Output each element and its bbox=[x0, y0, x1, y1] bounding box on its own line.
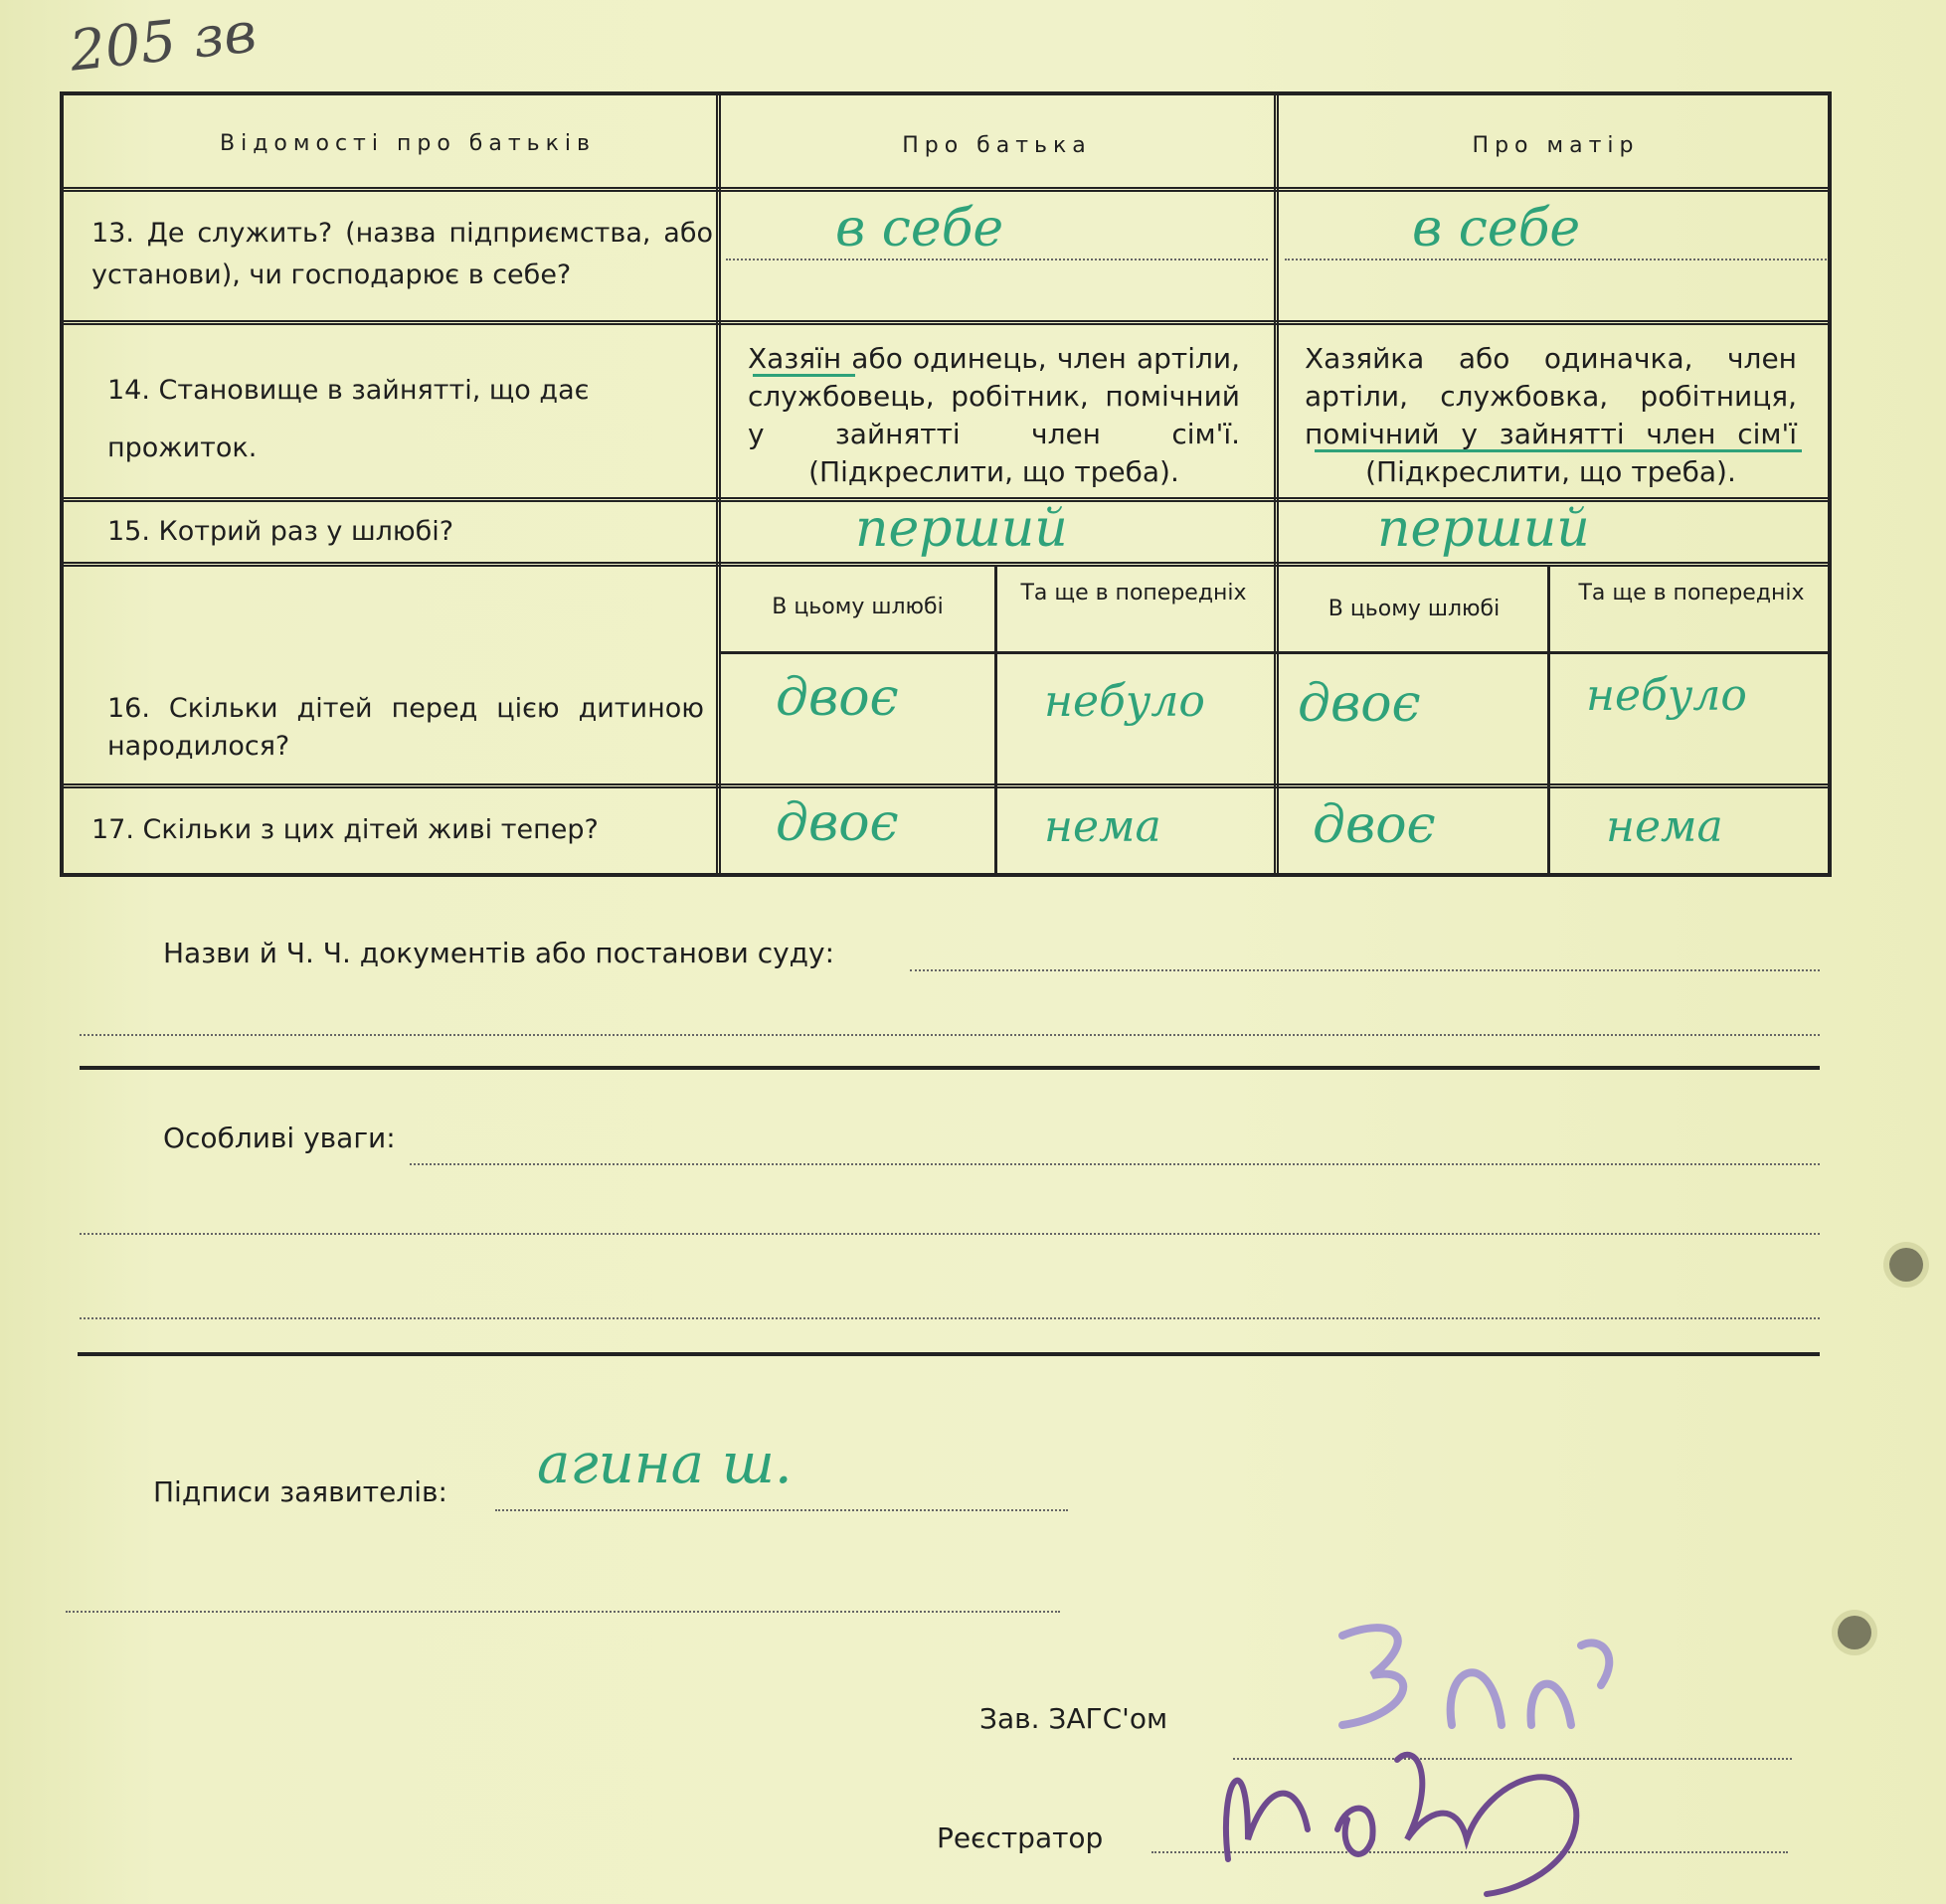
q16-label: 16. Скільки дітей перед цією дитиною народилося? bbox=[107, 693, 704, 762]
remarks-label: Особливі уваги: bbox=[163, 1122, 396, 1154]
q13-label: 13. Де служить? (назва підприємства, або установи), чи господарює в себе? bbox=[91, 218, 713, 290]
documents-label: Назви й Ч. Ч. документів або постанови суду: bbox=[163, 937, 835, 969]
applicant-signature: агина ш. bbox=[537, 1432, 793, 1496]
table-rule bbox=[994, 565, 997, 875]
q14-mother-options: Хазяйка або одиначка, член артіли, службовка, робітниця, помічний у зайнятті член сім'ї (Підкреслити, що треба). bbox=[1305, 342, 1797, 488]
q15-label: 15. Котрий раз у шлюбі? bbox=[107, 516, 454, 547]
q15-father-answer: перший bbox=[855, 499, 1068, 559]
remarks-field[interactable] bbox=[80, 1317, 1820, 1319]
subheader-mother-this: В цьому шлюбі bbox=[1327, 597, 1501, 621]
remarks-field[interactable] bbox=[80, 1233, 1820, 1235]
q17-label: 17. Скільки з цих дітей живі тепер? bbox=[91, 814, 599, 845]
registrar-label: Реєстратор bbox=[937, 1821, 1104, 1854]
q13-father-answer: в себе bbox=[835, 199, 1004, 259]
q15-mother-answer: перший bbox=[1377, 499, 1590, 559]
table-rule bbox=[716, 93, 721, 875]
head-label: Зав. ЗАГС'ом bbox=[979, 1702, 1168, 1735]
documents-field[interactable] bbox=[910, 969, 1820, 971]
header-mother: Про матір bbox=[1472, 133, 1640, 158]
table-rule bbox=[62, 562, 1830, 567]
subheader-father-prev: Та ще в попередніх bbox=[1020, 581, 1247, 606]
signatures-field[interactable] bbox=[495, 1509, 1068, 1511]
selection-underline bbox=[753, 374, 855, 377]
archive-number: 205 зв bbox=[67, 0, 260, 85]
q17-mother-prev: нема bbox=[1606, 801, 1723, 852]
q14-father-options: Хазяїн або одинець, член артіли, службовець, робітник, помічний у зайнятті член сім'ї. (Підкреслити, що треба). bbox=[748, 342, 1240, 488]
q13-mother-answer: в себе bbox=[1412, 199, 1581, 259]
q17-father-this: двоє bbox=[776, 793, 899, 853]
table-rule bbox=[1547, 565, 1550, 875]
remarks-field[interactable] bbox=[410, 1163, 1820, 1165]
header-father: Про батька bbox=[902, 133, 1092, 158]
subheader-mother-prev: Та ще в попередніх bbox=[1578, 581, 1805, 606]
q17-mother-this: двоє bbox=[1313, 795, 1436, 855]
q16-father-prev: небуло bbox=[1044, 676, 1205, 727]
dotted-line bbox=[726, 259, 1268, 260]
binding-hole bbox=[1889, 1248, 1923, 1282]
q16-father-this: двоє bbox=[776, 668, 899, 728]
table-rule bbox=[62, 187, 1830, 192]
section-divider bbox=[78, 1352, 1820, 1356]
binding-hole bbox=[1838, 1616, 1871, 1649]
section-divider bbox=[80, 1066, 1820, 1070]
signatures-label: Підписи заявителів: bbox=[153, 1475, 447, 1508]
selection-underline bbox=[1315, 449, 1802, 452]
q17-father-prev: нема bbox=[1044, 801, 1161, 852]
header-section: Відомості про батьків bbox=[220, 131, 596, 156]
documents-field[interactable] bbox=[80, 1034, 1820, 1036]
table-rule bbox=[62, 320, 1830, 325]
registrar-signature-mark bbox=[1188, 1720, 1626, 1899]
q16-mother-this: двоє bbox=[1298, 674, 1421, 734]
subheader-father-this: В цьому шлюбі bbox=[772, 595, 944, 619]
table-rule bbox=[1274, 93, 1279, 875]
q16-mother-prev: небуло bbox=[1586, 670, 1747, 721]
table-rule bbox=[62, 783, 1830, 788]
q14-label: 14. Становище в зайнятті, що дає прожиток. bbox=[107, 375, 590, 463]
signatures-field[interactable] bbox=[66, 1611, 1060, 1613]
dotted-line bbox=[1285, 259, 1827, 260]
